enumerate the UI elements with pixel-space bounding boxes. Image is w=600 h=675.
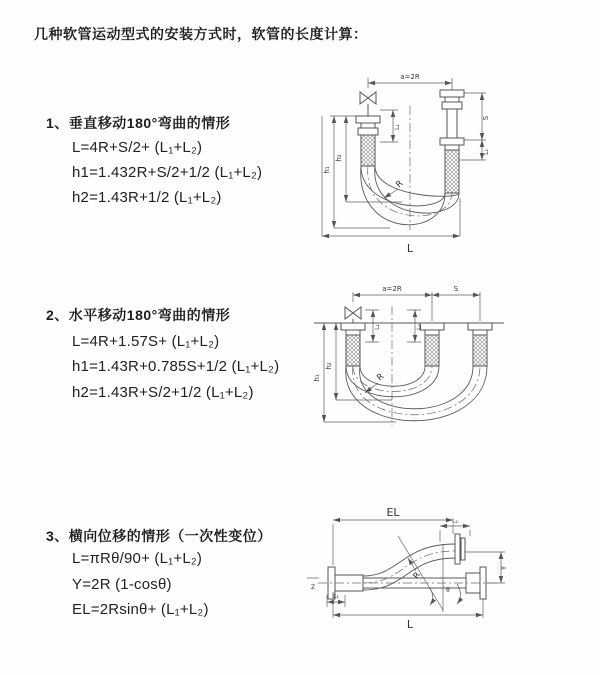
braided-hose-left [361, 135, 375, 166]
braided-hose-left [346, 335, 360, 366]
diagram-vertical-180-bend [306, 62, 598, 260]
section-2-formula-h1: h1=1.43R+0.785S+1/2 (L₁+L₂) [72, 358, 280, 375]
radius-label: R [394, 178, 406, 191]
dim-label-h2: h₂ [325, 362, 333, 370]
dimension-lines [327, 520, 505, 618]
valve-icon [345, 307, 361, 319]
dim-label-l: L [406, 618, 414, 631]
datum-label-z: Z [310, 584, 316, 591]
page-title: 几种软管运动型式的安装方式时，软管的长度计算： [34, 26, 368, 42]
dim-label-l: L [406, 242, 414, 255]
diagram-labels [313, 285, 459, 383]
radius-label: R [411, 570, 424, 582]
dim-label-h1: h₁ [323, 166, 331, 174]
dim-label-l1: L₁ [374, 324, 381, 330]
dim-label-l1: L₁ [394, 124, 401, 130]
radius-label: R [375, 371, 387, 384]
section-2-heading: 2、水平移动180°弯曲的情形 [46, 307, 231, 323]
upper-flange [455, 534, 460, 564]
section-1-formula-L: L=4R+S/2+ (L₁+L₂) [72, 139, 203, 156]
section-3-formula-Y: Y=2R (1-cosθ) [72, 576, 172, 593]
dim-label-y: Y [500, 565, 508, 571]
section-2-formula-L: L=4R+1.57S+ (L₁+L₂) [72, 333, 220, 350]
dim-label-l2: L₂ [452, 518, 458, 525]
section-3-heading: 3、横向位移的情形（一次性变位） [46, 528, 272, 544]
dim-label-a2r: a=2R [400, 73, 420, 81]
dim-label-l1: L₁ [333, 593, 339, 600]
pipe-assembly [314, 306, 504, 426]
diagram-labels [311, 506, 508, 631]
hose-curves [346, 366, 487, 421]
angle-label-theta: θ [446, 587, 450, 594]
section-1-formula-h2: h2=1.43R+1/2 (L₁+L₂) [72, 189, 222, 206]
section-3-formula-L: L=πRθ/90+ (L₁+L₂) [72, 550, 203, 567]
braided-hose-middle [425, 335, 439, 366]
dim-label-h2: h₂ [335, 154, 343, 162]
diagram-horizontal-180-bend [306, 278, 596, 454]
dim-label-s: S [482, 115, 490, 121]
section-3-formula-EL: EL=2Rsinθ+ (L₁+L₂) [72, 601, 209, 618]
section-2-formula-h2: h2=1.43R+S/2+1/2 (L₁+L₂) [72, 384, 254, 401]
valve-icon [360, 92, 376, 104]
section-1-formula-h1: h1=1.432R+S/2+1/2 (L₁+L₂) [72, 164, 263, 181]
dim-label-h1: h₁ [313, 374, 321, 382]
braided-hose-right [473, 335, 487, 366]
braided-hose-right [445, 150, 459, 193]
section-1-heading: 1、垂直移动180°弯曲的情形 [46, 115, 231, 131]
dim-label-a2r: a=2R [382, 285, 402, 293]
dim-label-s: S [453, 285, 459, 293]
dim-label-el: EL [386, 506, 400, 519]
dim-label-l2: L₂ [416, 324, 423, 330]
diagram-lateral-displacement [298, 492, 598, 662]
dim-label-l2: L₂ [483, 149, 490, 155]
